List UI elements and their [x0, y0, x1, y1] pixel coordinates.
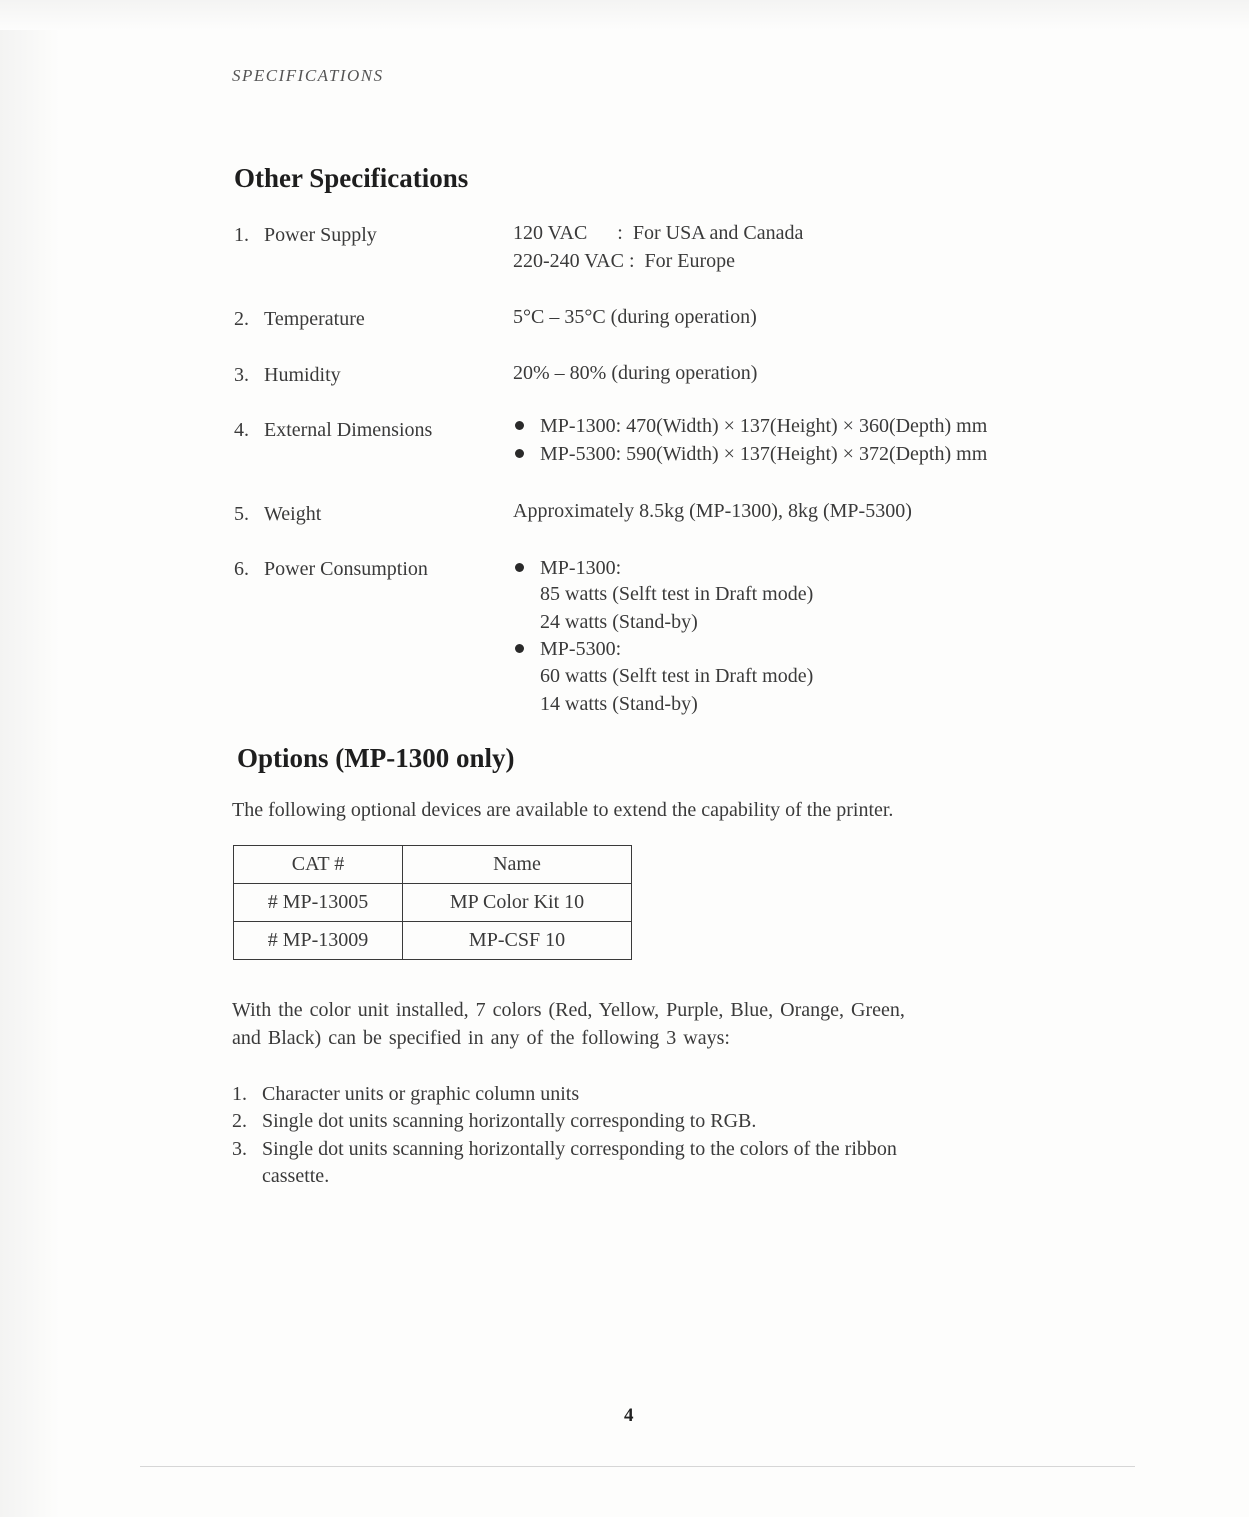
spec-value-text: MP-1300: 470(Width) × 137(Height) × 360(Depth) mm: [540, 415, 988, 437]
spec-item-humidity: [234, 364, 341, 387]
spec-item-power-consumption: [234, 558, 428, 581]
spec-value: 5°C – 35°C (during operation): [513, 306, 757, 328]
options-intro: The following optional devices are available to extend the capability of the printer.: [232, 799, 894, 821]
scan-shadow-top: [0, 0, 1249, 30]
spec-value-text: MP-5300: 590(Width) × 137(Height) × 372(Depth) mm: [540, 443, 988, 465]
spec-label: Power Supply: [264, 224, 377, 246]
spec-item-temperature: [234, 308, 365, 331]
spec-value: 20% – 80% (during operation): [513, 362, 758, 384]
table-cell: MP-CSF 10: [403, 922, 632, 960]
table-cell: # MP-13005: [234, 884, 403, 922]
list-number: 1.: [232, 1083, 247, 1105]
list-number: 2.: [232, 1110, 247, 1132]
spec-value: 85 watts (Selft test in Draft mode): [540, 583, 814, 605]
bullet-icon: [515, 421, 524, 430]
spec-value-text: MP-1300:: [540, 557, 622, 579]
table-header-row: [234, 846, 632, 884]
scan-shadow-left: [0, 0, 60, 1517]
spec-label: Power Consumption: [264, 558, 428, 580]
list-text: Single dot units scanning horizontally corresponding to RGB.: [262, 1110, 757, 1132]
bullet-icon: [515, 644, 524, 653]
spec-value: Approximately 8.5kg (MP-1300), 8kg (MP-5300): [513, 500, 912, 522]
spec-value-bullet: [515, 415, 987, 438]
color-paragraph-line: and Black) can be specified in any of the following 3 ways:: [232, 1027, 730, 1049]
spec-number: 5.: [234, 503, 249, 525]
color-paragraph-line: With the color unit installed, 7 colors (Red, Yellow, Purple, Blue, Orange, Green,: [232, 999, 905, 1021]
spec-value-bullet: [515, 638, 621, 661]
page-number: 4: [624, 1405, 634, 1426]
spec-value-bullet: [515, 557, 621, 580]
running-header: SPECIFICATIONS: [232, 66, 384, 85]
spec-value: 14 watts (Stand-by): [540, 693, 698, 715]
list-item-continuation: cassette.: [262, 1165, 330, 1187]
table-row: [234, 884, 632, 922]
list-text: Single dot units scanning horizontally corresponding to the colors of the ribbon: [262, 1138, 897, 1160]
spec-item-external-dimensions: [234, 419, 432, 442]
spec-number: 2.: [234, 308, 249, 330]
spec-label: Weight: [264, 503, 322, 525]
spec-label: Humidity: [264, 364, 341, 386]
spec-label: External Dimensions: [264, 419, 433, 441]
spec-item-weight: [234, 503, 321, 526]
spec-value-text: MP-5300:: [540, 638, 622, 660]
table-row: [234, 922, 632, 960]
table-cell: MP Color Kit 10: [403, 884, 632, 922]
spec-value: 60 watts (Selft test in Draft mode): [540, 665, 814, 687]
list-number: 3.: [232, 1138, 247, 1160]
spec-label: Temperature: [264, 308, 365, 330]
spec-value: 24 watts (Stand-by): [540, 611, 698, 633]
list-item: [232, 1138, 897, 1161]
options-table: [233, 845, 632, 960]
table-header-cell: CAT #: [234, 846, 403, 884]
list-item: [232, 1110, 756, 1133]
spec-value: 220-240 VAC : For Europe: [513, 250, 736, 272]
table-cell: # MP-13009: [234, 922, 403, 960]
bullet-icon: [515, 449, 524, 458]
spec-number: 4.: [234, 419, 249, 441]
spec-value-bullet: [515, 443, 987, 466]
spec-number: 3.: [234, 364, 249, 386]
list-item: [232, 1083, 579, 1106]
spec-item-power-supply: [234, 224, 377, 247]
list-text: Character units or graphic column units: [262, 1083, 580, 1105]
spec-value: 120 VAC : For USA and Canada: [513, 222, 804, 244]
section-title-other-specifications: Other Specifications: [234, 163, 469, 193]
section-title-options: Options (MP-1300 only): [237, 743, 515, 773]
spec-number: 6.: [234, 558, 249, 580]
spec-number: 1.: [234, 224, 249, 246]
bullet-icon: [515, 563, 524, 572]
bottom-divider: [140, 1466, 1135, 1467]
table-header-cell: Name: [403, 846, 632, 884]
